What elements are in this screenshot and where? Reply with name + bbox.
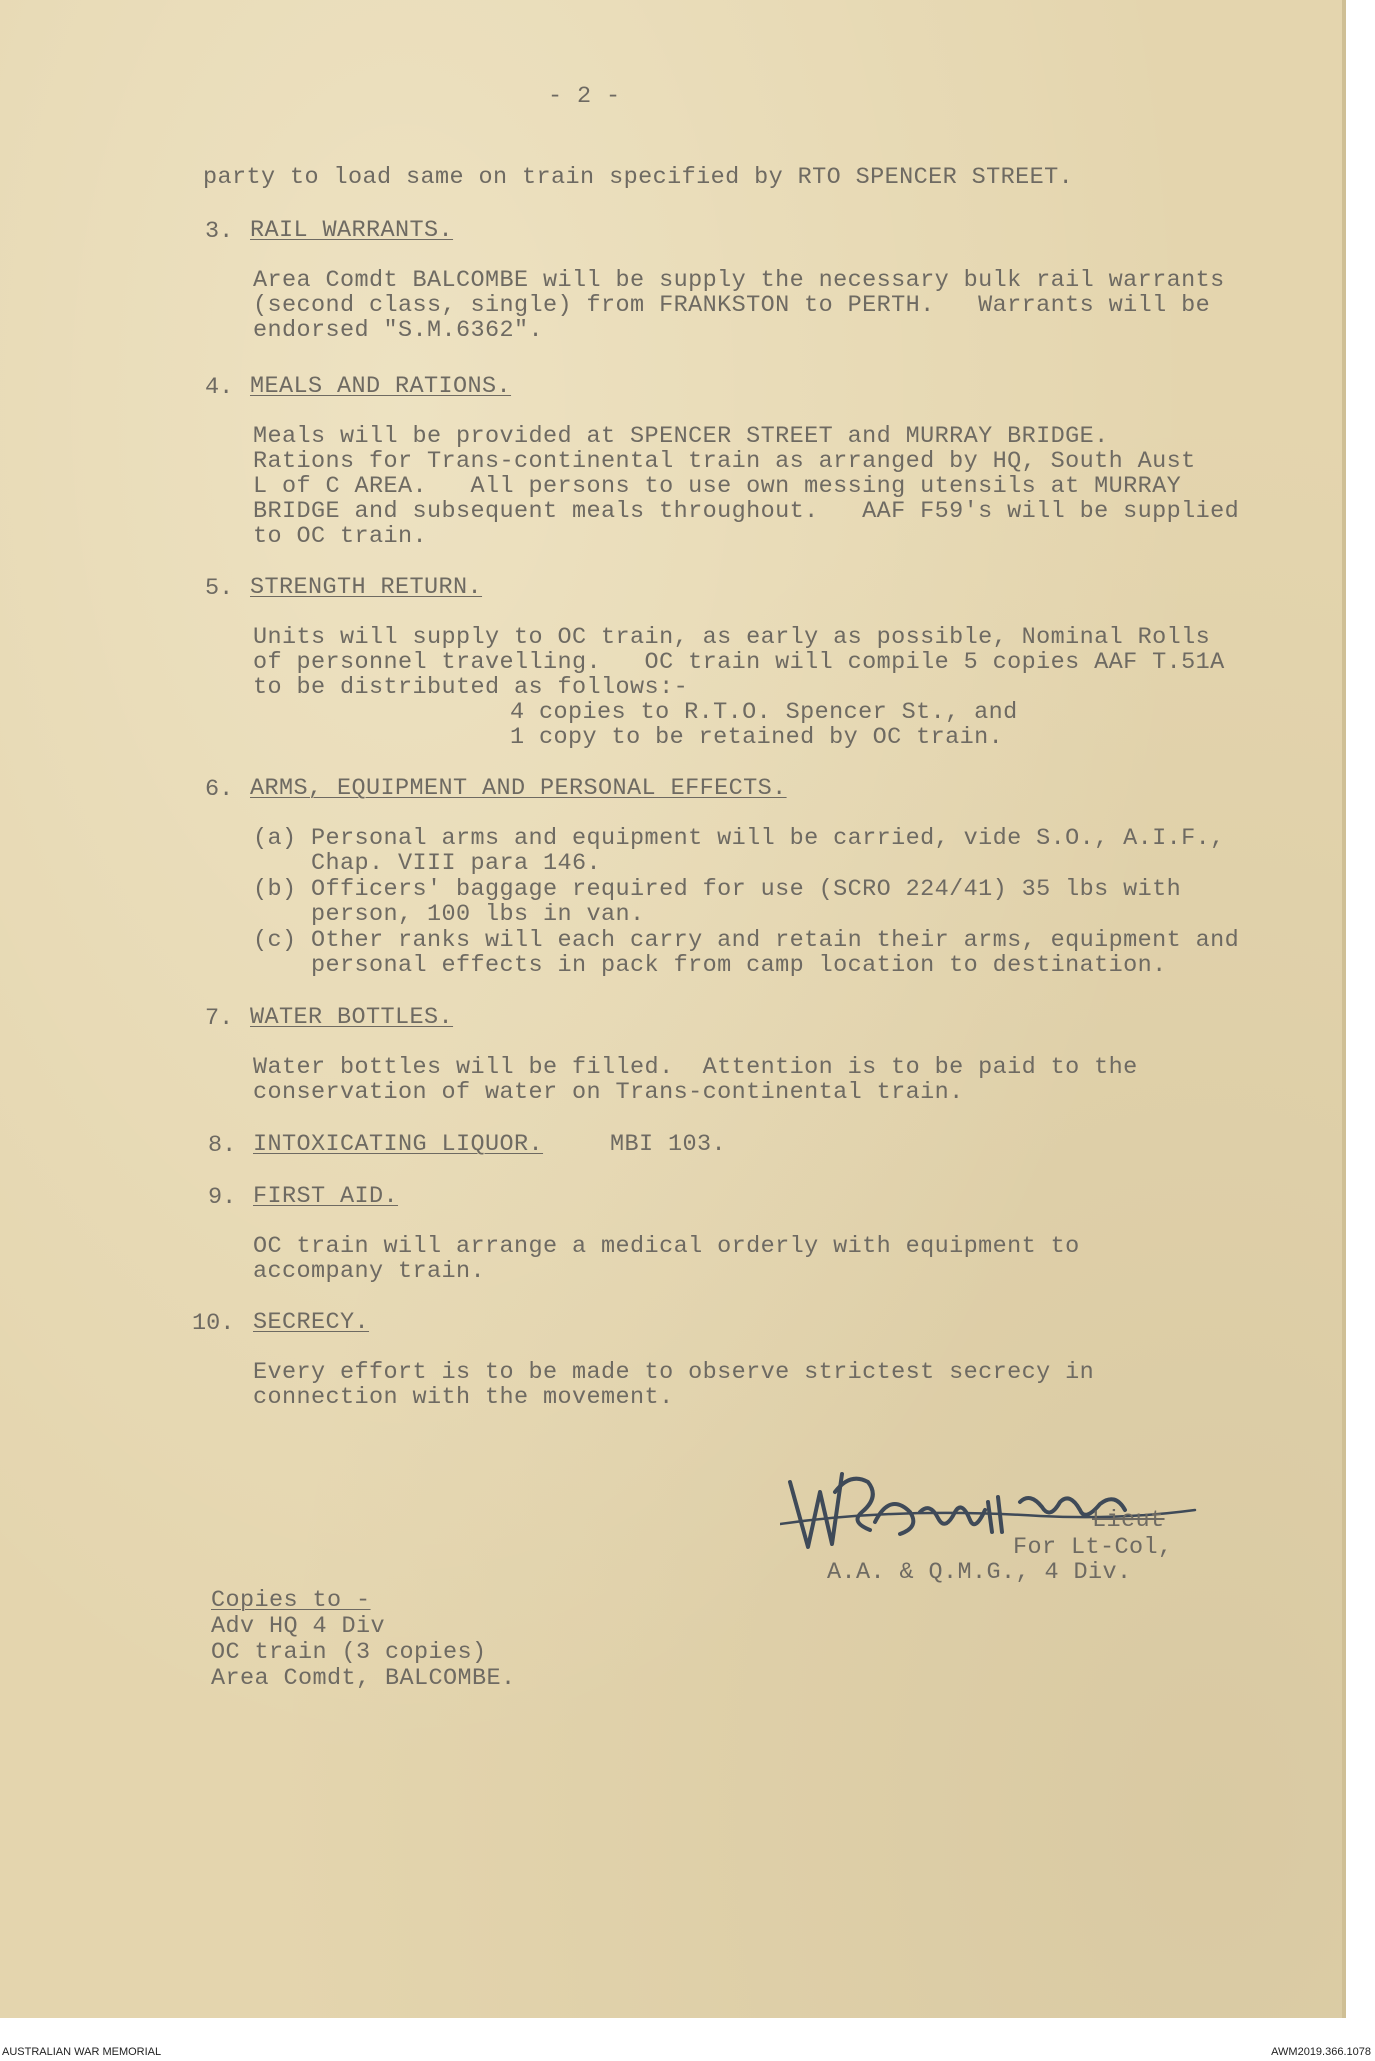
- section-heading: ARMS, EQUIPMENT AND PERSONAL EFFECTS.: [250, 775, 787, 802]
- copies-item: Adv HQ 4 Div: [211, 1613, 386, 1640]
- page-number: - 2 -: [548, 83, 621, 110]
- section-body-line: endorsed "S.M.6362".: [253, 317, 544, 344]
- copies-item: Area Comdt, BALCOMBE.: [211, 1665, 516, 1692]
- section-body-line: Units will supply to OC train, as early as possible, Nominal Rolls: [253, 624, 1211, 651]
- section-body-line: 1 copy to be retained by OC train.: [220, 724, 1004, 751]
- section-number: 8.: [208, 1132, 237, 1159]
- section-number: 6.: [205, 776, 234, 803]
- section-body-line: to be distributed as follows:-: [253, 674, 689, 701]
- section-body-line: Rations for Trans-continental train as arranged by HQ, South Aust: [253, 448, 1196, 475]
- footer-institution: AUSTRALIAN WAR MEMORIAL: [2, 2046, 162, 2058]
- section-heading: SECRECY.: [253, 1309, 370, 1336]
- section-number: 5.: [205, 575, 234, 602]
- section-body-line: of personnel travelling. OC train will compile 5 copies AAF T.51A: [253, 649, 1225, 676]
- copies-item: OC train (3 copies): [211, 1639, 487, 1666]
- section-trailer: MBI 103.: [610, 1131, 727, 1158]
- section-heading: FIRST AID.: [253, 1183, 399, 1210]
- signature-line-2: A.A. & Q.M.G., 4 Div.: [827, 1559, 1132, 1586]
- section-heading: STRENGTH RETURN.: [250, 574, 483, 601]
- section-body-line: connection with the movement.: [253, 1384, 674, 1411]
- section-number: 3.: [205, 218, 234, 245]
- section-heading: INTOXICATING LIQUOR.: [253, 1131, 544, 1158]
- section-number: 9.: [208, 1184, 237, 1211]
- section-body-line: BRIDGE and subsequent meals throughout. AAF F59's will be supplied: [253, 498, 1240, 525]
- section-body-line: Meals will be provided at SPENCER STREET and MURRAY BRIDGE.: [253, 423, 1109, 450]
- section-body-line: Every effort is to be made to observe strictest secrecy in: [253, 1359, 1095, 1386]
- section-body-line: OC train will arrange a medical orderly with equipment to: [253, 1233, 1080, 1260]
- section-body-line: personal effects in pack from camp location to destination.: [253, 952, 1167, 979]
- section-body-line: accompany train.: [253, 1258, 486, 1285]
- section-number: 4.: [205, 374, 234, 401]
- section-body-line: person, 100 lbs in van.: [253, 901, 645, 928]
- section-body-line: (b) Officers' baggage required for use (SCRO 224/41) 35 lbs with: [253, 876, 1182, 903]
- section-body-line: Water bottles will be filled. Attention is to be paid to the: [253, 1054, 1138, 1081]
- section-number: 7.: [205, 1005, 234, 1032]
- section-heading: WATER BOTTLES.: [250, 1004, 454, 1031]
- section-number: 10.: [192, 1310, 235, 1337]
- intro-line: party to load same on train specified by RTO SPENCER STREET.: [203, 164, 1074, 191]
- section-heading: RAIL WARRANTS.: [250, 217, 454, 244]
- section-body-line: Chap. VIII para 146.: [253, 850, 602, 877]
- section-body-line: (second class, single) from FRANKSTON to PERTH. Warrants will be: [253, 292, 1211, 319]
- section-body-line: to OC train.: [253, 523, 428, 550]
- section-body-line: (a) Personal arms and equipment will be carried, vide S.O., A.I.F.,: [253, 825, 1225, 852]
- section-body-line: conservation of water on Trans-continental train.: [253, 1079, 964, 1106]
- signature-line-1: For Lt-Col,: [1013, 1534, 1173, 1561]
- section-body-line: (c) Other ranks will each carry and retain their arms, equipment and: [253, 927, 1240, 954]
- section-heading: MEALS AND RATIONS.: [250, 373, 512, 400]
- copies-heading: Copies to -: [211, 1587, 371, 1614]
- struck-rank: Lieut: [1092, 1507, 1165, 1534]
- section-body-line: Area Comdt BALCOMBE will be supply the necessary bulk rail warrants: [253, 267, 1225, 294]
- section-body-line: 4 copies to R.T.O. Spencer St., and: [220, 699, 1018, 726]
- footer-accession: AWM2019.366.1078: [1271, 2046, 1371, 2058]
- section-body-line: L of C AREA. All persons to use own messing utensils at MURRAY: [253, 473, 1182, 500]
